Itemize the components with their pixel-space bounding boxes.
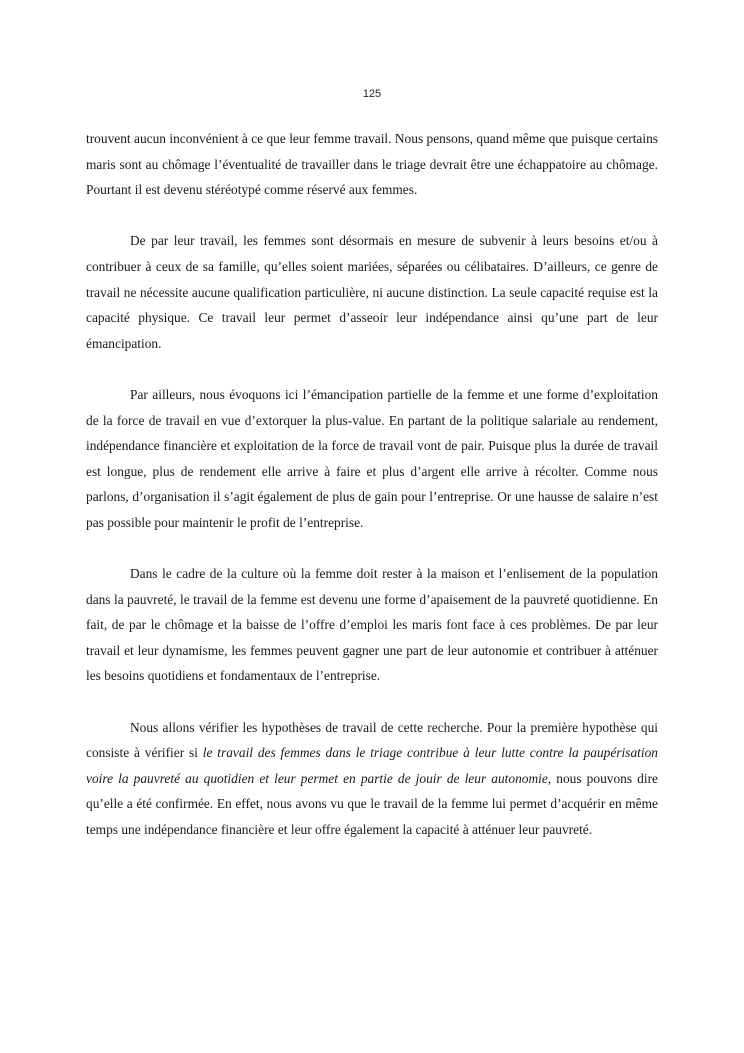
hypothesis-intro-text: Nous allons vérifier les hypothèses de travail de cette recherche. Pour la première hypothèse qui consiste à vérifier si xyxy=(86,719,658,761)
document-body xyxy=(86,126,658,843)
page-number: 125 xyxy=(362,88,382,100)
paragraph-independence: De par leur travail, les femmes sont désormais en mesure de subvenir à leurs besoins et/ou à contribuer à ceux de sa famille, qu’elles soient mariées, séparées ou célibataires. D’ailleurs, ce genre de travail ne nécessite aucune qualification particulière, ni aucune distinction. La seule capacité requise est la capacité physique. Ce travail leur permet d’asseoir leur indépendance ainsi qu’une part de leur émancipation. xyxy=(86,233,658,351)
hypothesis-conclusion-text: nous pouvons dire qu’elle a été confirmée. En effet, nous avons vu que le travail de la femme lui permet d’acquérir en même temps une indépendance financière et leur offre également la capacité à atténuer leur pauvreté. xyxy=(86,770,658,838)
hypothesis-italic-text: le travail des femmes dans le triage contribue à leur lutte contre la paupérisation voire la pauvreté au quotidien et leur permet en partie de jouir de leur autonomie, xyxy=(86,745,658,786)
paragraph-poverty: Dans le cadre de la culture où la femme doit rester à la maison et l’enlisement de la population dans la pauvreté, le travail de la femme est devenu une forme d’apaisement de la pauvreté quotidienne. En fait, de par le chômage et la baisse de l’offre d’emploi les maris font face à ces problèmes. De par leur travail et leur dynamisme, les femmes peuvent gagner une part de leur autonomie et contribuer à atténuer les besoins quotidiens et fondamentaux de l’entreprise. xyxy=(86,566,658,684)
paragraph-exploitation: Par ailleurs, nous évoquons ici l’émancipation partielle de la femme et une forme d’exploitation de la force de travail en vue d’extorquer la plus-value. En partant de la politique salariale au rendement, indépendance financière et exploitation de la force de travail vont de pair. Puisque plus la durée de travail est longue, plus de rendement elle arrive à faire et plus d’argent elle arrive à récolter. Comme nous parlons, d’organisation il s’agit également de plus de gain pour l’entreprise. Or une hausse de salaire n’est pas possible pour maintenir le profit de l’entreprise. xyxy=(86,386,658,530)
paragraph-continuation: trouvent aucun inconvénient à ce que leur femme travail. Nous pensons, quand même que puisque certains maris sont au chômage l’éventualité de travailler dans le triage devrait être une échappatoire au chômage. Pourtant il est devenu stéréotypé comme réservé aux femmes. xyxy=(86,131,658,198)
paragraph-hypothesis xyxy=(86,715,658,843)
